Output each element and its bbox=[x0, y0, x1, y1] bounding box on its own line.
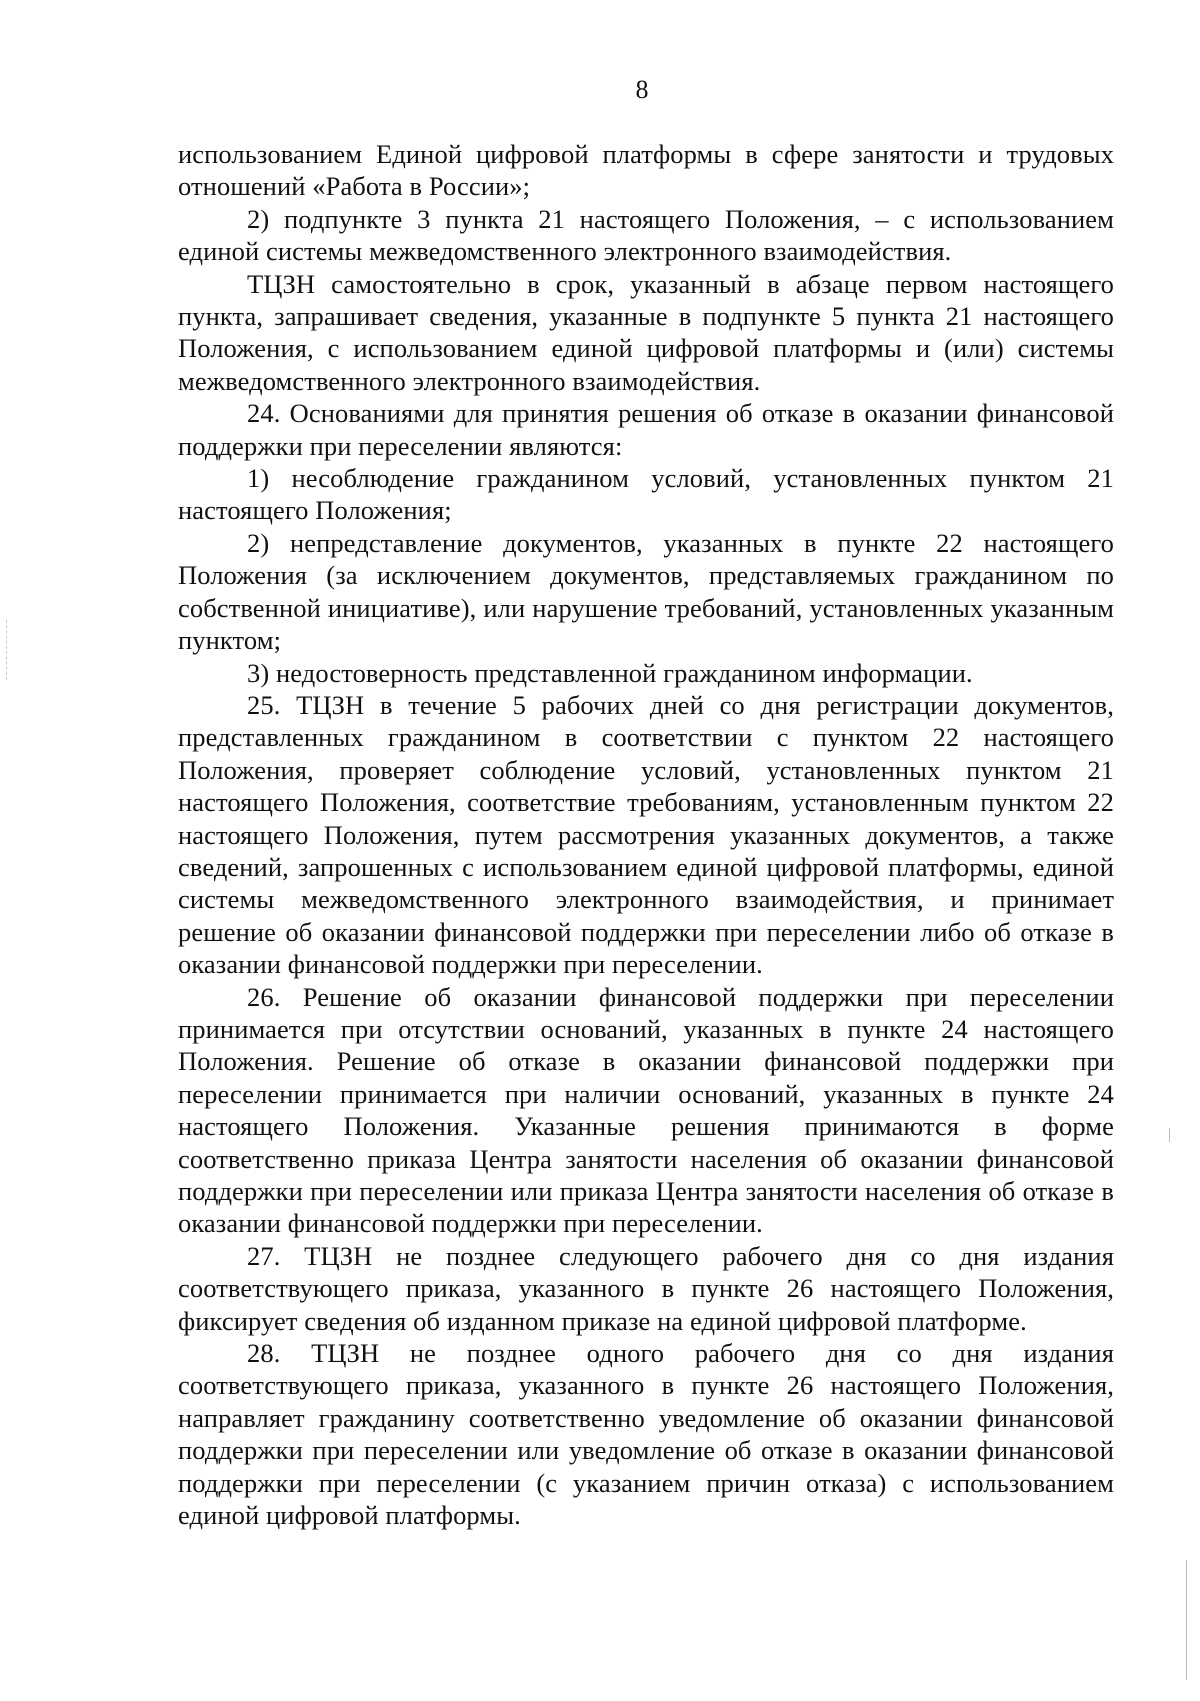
scan-edge-mark-left bbox=[6, 620, 8, 680]
paragraph-28: 28. ТЦЗН не позднее одного рабочего дня со дня издания соответствующего приказа, указанного в пункте 26 настоящего Положения, направляет гражданину соответственно уведомление об оказании финансовой поддержки при переселении или уведомление об отказе в оказании финансовой поддержки при переселении (с указанием причин отказа) с использованием единой цифровой платформы. bbox=[178, 1338, 1114, 1531]
paragraph-24-item-3: 3) недостоверность представленной гражданином информации. bbox=[247, 657, 973, 688]
paragraph-24-item-1: 1) несоблюдение гражданином условий, установленных пунктом 21 настоящего Положения; bbox=[178, 463, 1114, 526]
paragraph-subitem-2: 2) подпункте 3 пункта 21 настоящего Положения, – с использованием единой системы межведомственного электронного взаимодействия. bbox=[178, 203, 1114, 267]
document-body bbox=[178, 138, 1114, 1531]
paragraph-27: 27. ТЦЗН не позднее следующего рабочего дня со дня издания соответствующего приказа, указанного в пункте 26 настоящего Положения, фиксирует сведения об изданном приказе на единой цифровой платформе. bbox=[178, 1240, 1114, 1336]
paragraph-25: 25. ТЦЗН в течение 5 рабочих дней со дня регистрации документов, представленных гражданином в соответствии с пунктом 22 настоящего Положения, проверяет соблюдение условий, установленных пунктом 21 настоящего Положения, соответствие требованиям, установленным пунктом 22 настоящего Положения, путем рассмотрения указанных документов, а также сведений, запрошенных с использованием единой цифровой платформы, единой системы межведомственного электронного взаимодействия, и принимает решение об оказании финансовой поддержки при переселении либо об отказе в оказании финансовой поддержки при переселении. bbox=[178, 689, 1114, 980]
paragraph-tczn-request: ТЦЗН самостоятельно в срок, указанный в абзаце первом настоящего пункта, запрашивает сведения, указанные в подпункте 5 пункта 21 настоящего Положения, с использованием единой цифровой платформы и (или) системы межведомственного электронного взаимодействия. bbox=[178, 268, 1114, 396]
page-number: 8 bbox=[635, 75, 649, 104]
paragraph-24: 24. Основаниями для принятия решения об отказе в оказании финансовой поддержки при переселении являются: bbox=[178, 398, 1114, 461]
paragraph-continuation: использованием Единой цифровой платформы в сфере занятости и трудовых отношений «Работа в России»; bbox=[178, 139, 1114, 202]
scan-edge-mark-right bbox=[1186, 1560, 1188, 1680]
paragraph-26: 26. Решение об оказании финансовой поддержки при переселении принимается при отсутствии оснований, указанных в пункте 24 настоящего Положения. Решение об отказе в оказании финансовой поддержки при переселении принимается при наличии оснований, указанных в пункте 24 настоящего Положения. Указанные решения принимаются в форме соответственно приказа Центра занятости населения об оказании финансовой поддержки при переселении или приказа Центра занятости населения об отказе в оказании финансовой поддержки при переселении. bbox=[178, 981, 1114, 1239]
paragraph-24-item-2: 2) непредставление документов, указанных в пункте 22 настоящего Положения (за исключением документов, представляемых гражданином по собственной инициативе), или нарушение требований, установленных указанным пунктом; bbox=[178, 527, 1114, 656]
scan-edge-tick bbox=[1169, 1128, 1170, 1142]
